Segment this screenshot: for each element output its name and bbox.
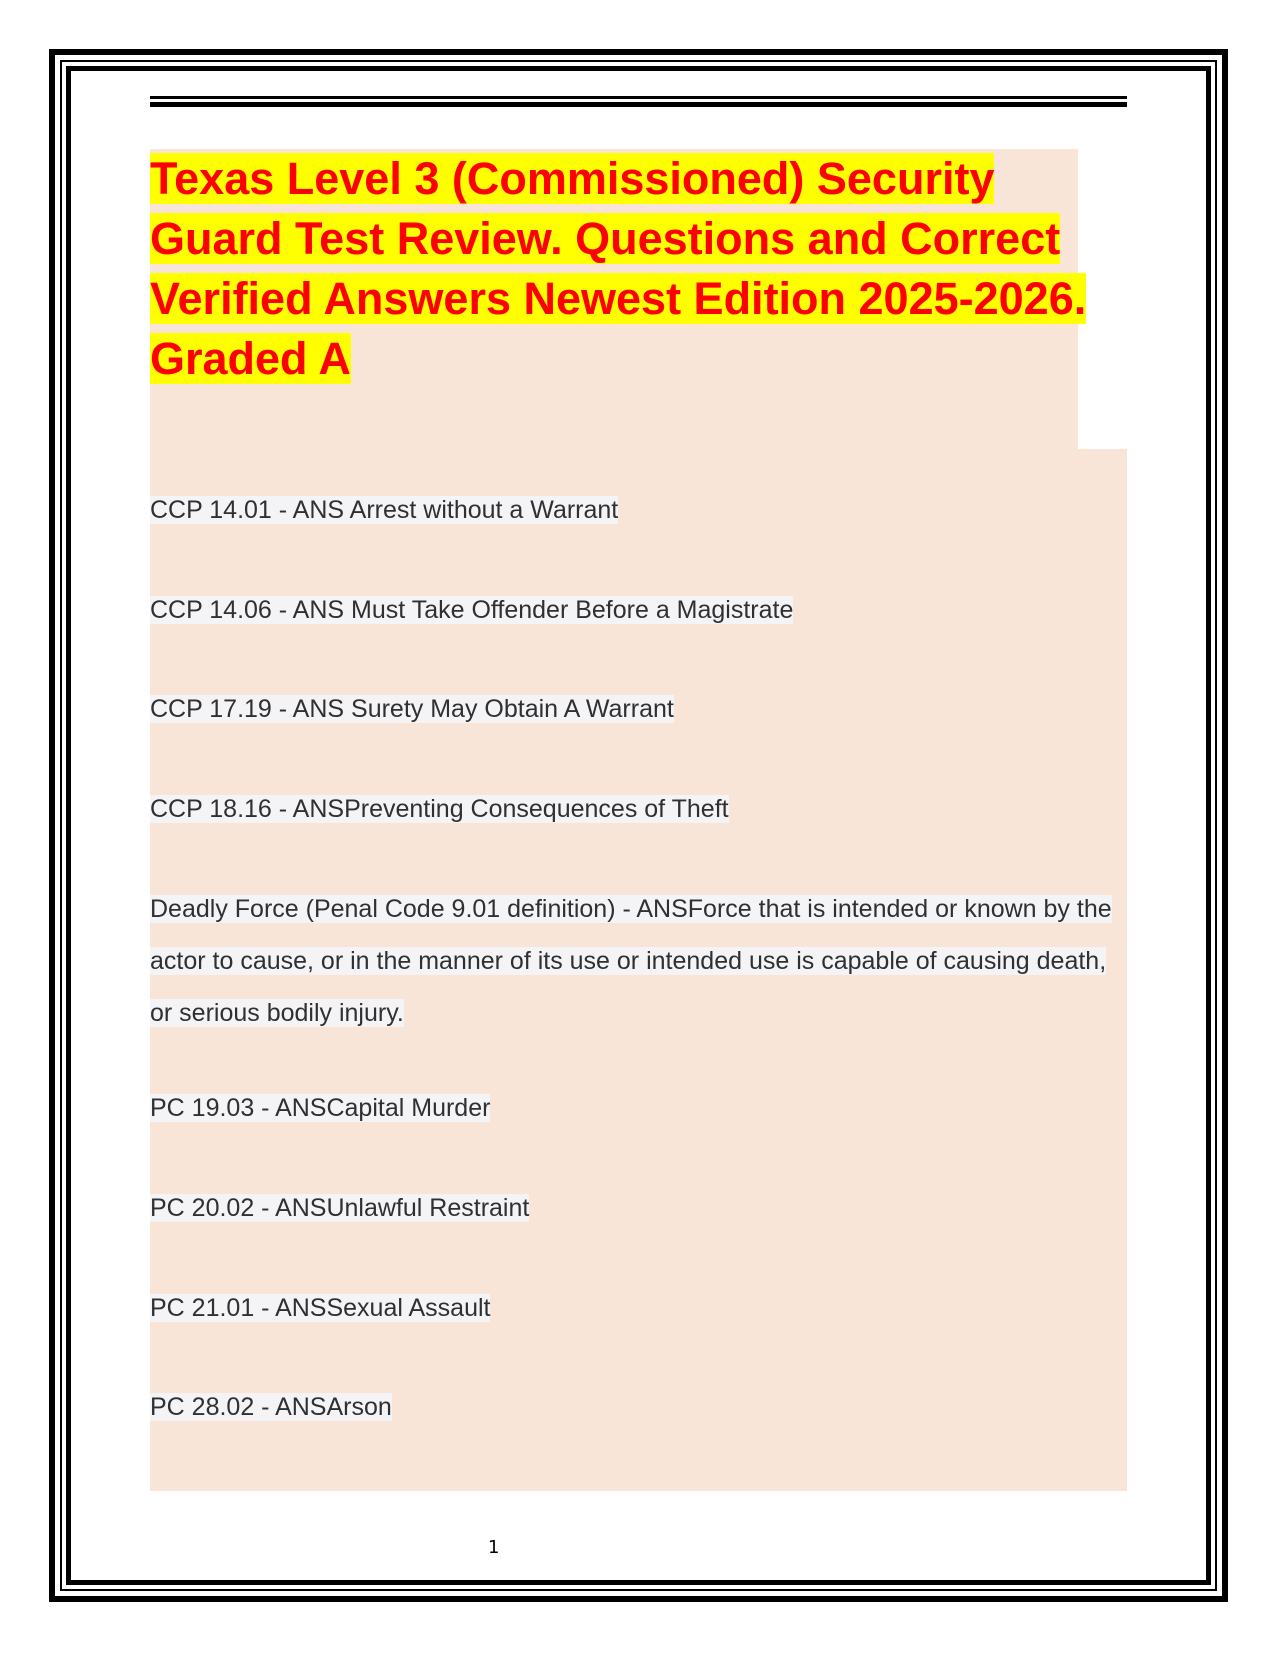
qa-item xyxy=(150,484,1130,536)
qa-item-text: PC 21.01 - ANSSexual Assault xyxy=(150,1294,491,1322)
header-rule-thin xyxy=(150,96,1127,99)
qa-item-text: CCP 14.01 - ANS Arrest without a Warrant xyxy=(150,496,619,524)
qa-item-text: CCP 17.19 - ANS Surety May Obtain A Warrant xyxy=(150,695,674,723)
qa-item-text: PC 28.02 - ANSArson xyxy=(150,1393,392,1421)
qa-item xyxy=(150,1182,1130,1234)
document-title xyxy=(150,149,1090,389)
qa-item xyxy=(150,783,1130,835)
qa-item xyxy=(150,683,1130,735)
header-rule-thick xyxy=(150,102,1127,107)
qa-item-text: PC 20.02 - ANSUnlawful Restraint xyxy=(150,1194,530,1222)
qa-item-text: CCP 18.16 - ANSPreventing Consequences of Theft xyxy=(150,795,729,823)
page-number: 1 xyxy=(488,1537,500,1558)
qa-item xyxy=(150,584,1130,636)
qa-item-text: PC 19.03 - ANSCapital Murder xyxy=(150,1094,491,1122)
qa-item xyxy=(150,1381,1130,1433)
qa-item-text: CCP 14.06 - ANS Must Take Offender Before a Magistrate xyxy=(150,596,794,624)
document-title-text: Texas Level 3 (Commissioned) Security Guard Test Review. Questions and Correct Verified Answers Newest Edition 2025-2026. Graded A xyxy=(150,153,1087,384)
qa-item xyxy=(150,1082,1130,1134)
qa-item-definition xyxy=(150,883,1130,1039)
qa-item-text: Deadly Force (Penal Code 9.01 definition) - ANSForce that is intended or known by the actor to cause, or in the manner of its use or intended use is capable of causing death, or serious bodily injury. xyxy=(150,895,1112,1027)
qa-item xyxy=(150,1282,1130,1334)
